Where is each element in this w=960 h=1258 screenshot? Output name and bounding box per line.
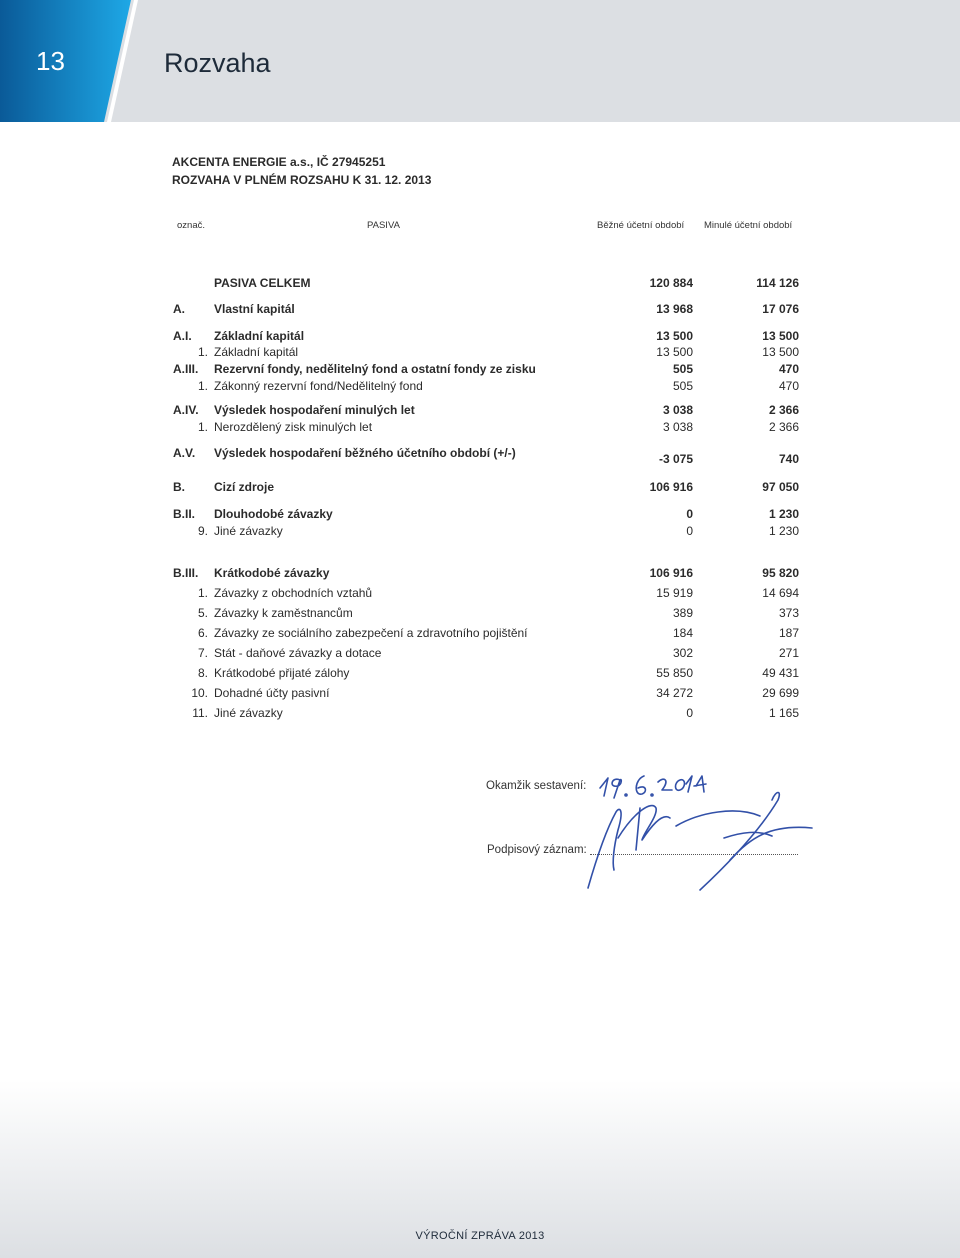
row-previous-value: 740 <box>778 452 799 466</box>
row-number: 9. <box>197 524 208 538</box>
row-code: A.I. <box>173 329 192 343</box>
table-row <box>0 566 960 584</box>
table-row <box>0 302 960 320</box>
row-previous-value: 13 500 <box>762 329 799 343</box>
row-current-value: 505 <box>672 379 693 393</box>
row-previous-value: 470 <box>778 362 799 376</box>
row-label: Základní kapitál <box>214 345 299 359</box>
row-code: A. <box>173 302 185 316</box>
row-previous-value: 97 050 <box>762 480 799 494</box>
row-previous-value: 271 <box>778 646 799 660</box>
row-number: 6. <box>197 626 208 640</box>
row-previous-value: 95 820 <box>762 566 799 580</box>
row-current-value: 0 <box>686 507 693 521</box>
row-previous-value: 1 230 <box>768 507 799 521</box>
row-label: Cizí zdroje <box>214 480 275 494</box>
column-header-previous: Minulé účetní období <box>704 220 793 231</box>
row-code: B.III. <box>173 566 199 580</box>
row-previous-value: 13 500 <box>762 345 799 359</box>
row-label: Výsledek hospodaření minulých let <box>214 403 415 417</box>
row-current-value: 106 916 <box>649 566 693 580</box>
table-row <box>0 379 960 397</box>
row-current-value: 0 <box>686 706 693 720</box>
signature-label: Podpisový záznam: <box>487 844 587 856</box>
row-previous-value: 373 <box>778 606 799 620</box>
row-label: Stát - daňové závazky a dotace <box>214 646 382 660</box>
page-title: Rozvaha <box>164 48 271 78</box>
table-row <box>0 686 960 704</box>
compiled-label: Okamžik sestavení: <box>486 780 587 792</box>
row-label: Základní kapitál <box>214 329 305 343</box>
table-row <box>0 606 960 624</box>
row-label: Jiné závazky <box>214 706 283 720</box>
row-previous-value: 114 126 <box>756 276 799 290</box>
row-current-value: 13 500 <box>656 329 693 343</box>
table-row <box>0 666 960 684</box>
row-label: Jiné závazky <box>214 524 283 538</box>
table-row <box>0 362 960 380</box>
row-code: A.III. <box>173 362 199 376</box>
row-current-value: 34 272 <box>656 686 693 700</box>
row-previous-value: 2 366 <box>768 403 799 417</box>
row-previous-value: 1 230 <box>768 524 799 538</box>
footer-text: VÝROČNÍ ZPRÁVA 2013 <box>415 1230 545 1242</box>
row-previous-value: 2 366 <box>768 420 799 434</box>
table-row <box>0 626 960 644</box>
row-current-value: 15 919 <box>656 586 693 600</box>
row-label: Rezervní fondy, nedělitelný fond a ostatní fondy ze zisku <box>214 362 536 376</box>
row-number: 1. <box>197 345 208 359</box>
row-label: Vlastní kapitál <box>214 302 295 316</box>
table-row <box>0 345 960 363</box>
row-label: Výsledek hospodaření běžného účetního období (+/-) <box>214 446 516 460</box>
row-current-value: 0 <box>686 524 693 538</box>
table-row <box>0 706 960 724</box>
table-row <box>0 420 960 438</box>
table-row <box>0 507 960 525</box>
row-label: Závazky z obchodních vztahů <box>214 586 373 600</box>
row-previous-value: 17 076 <box>762 302 799 316</box>
row-label: Krátkodobé závazky <box>214 566 330 580</box>
row-current-value: 389 <box>672 606 693 620</box>
table-row <box>0 480 960 498</box>
row-current-value: 13 500 <box>656 345 693 359</box>
row-label: Zákonný rezervní fond/Nedělitelný fond <box>214 379 423 393</box>
row-code: A.IV. <box>173 403 199 417</box>
row-previous-value: 470 <box>778 379 799 393</box>
row-number: 10. <box>191 686 208 700</box>
row-previous-value: 49 431 <box>762 666 799 680</box>
row-current-value: 120 884 <box>649 276 693 290</box>
table-row <box>0 276 960 294</box>
row-label: PASIVA CELKEM <box>214 276 311 290</box>
row-current-value: 106 916 <box>649 480 693 494</box>
table-row <box>0 646 960 664</box>
document-subtitle: ROZVAHA V PLNÉM ROZSAHU K 31. 12. 2013 <box>172 173 432 187</box>
row-code: B.II. <box>173 507 196 521</box>
row-current-value: 3 038 <box>662 420 693 434</box>
page-number: 13 <box>36 46 65 76</box>
row-label: Nerozdělený zisk minulých let <box>214 420 373 434</box>
row-previous-value: 14 694 <box>762 586 799 600</box>
table-row <box>0 524 960 542</box>
signature-line <box>590 854 798 855</box>
row-code: A.V. <box>173 446 196 460</box>
row-label: Dlouhodobé závazky <box>214 507 333 521</box>
company-heading: AKCENTA ENERGIE a.s., IČ 27945251 <box>172 155 386 169</box>
row-number: 8. <box>197 666 208 680</box>
table-row <box>0 403 960 421</box>
row-label: Krátkodobé přijaté zálohy <box>214 666 350 680</box>
row-current-value: 302 <box>672 646 693 660</box>
row-current-value: 184 <box>672 626 693 640</box>
table-row <box>0 446 960 464</box>
table-row <box>0 586 960 604</box>
column-header-current: Běžné účetní období <box>597 220 685 231</box>
row-previous-value: 1 165 <box>768 706 799 720</box>
row-code: B. <box>173 480 185 494</box>
row-previous-value: 187 <box>778 626 799 640</box>
row-label: Závazky ze sociálního zabezpečení a zdravotního pojištění <box>214 626 528 640</box>
row-current-value: 3 038 <box>662 403 693 417</box>
row-current-value: -3 075 <box>658 452 693 466</box>
row-number: 1. <box>197 586 208 600</box>
row-current-value: 505 <box>672 362 693 376</box>
column-header-label: PASIVA <box>367 220 400 231</box>
row-label: Závazky k zaměstnancům <box>214 606 353 620</box>
row-number: 7. <box>197 646 208 660</box>
row-current-value: 13 968 <box>656 302 693 316</box>
row-number: 11. <box>192 706 208 720</box>
row-label: Dohadné účty pasivní <box>214 686 330 700</box>
row-current-value: 55 850 <box>656 666 693 680</box>
row-number: 1. <box>197 379 208 393</box>
row-number: 5. <box>197 606 208 620</box>
row-previous-value: 29 699 <box>762 686 799 700</box>
row-number: 1. <box>197 420 208 434</box>
column-header-code: označ. <box>177 220 205 231</box>
